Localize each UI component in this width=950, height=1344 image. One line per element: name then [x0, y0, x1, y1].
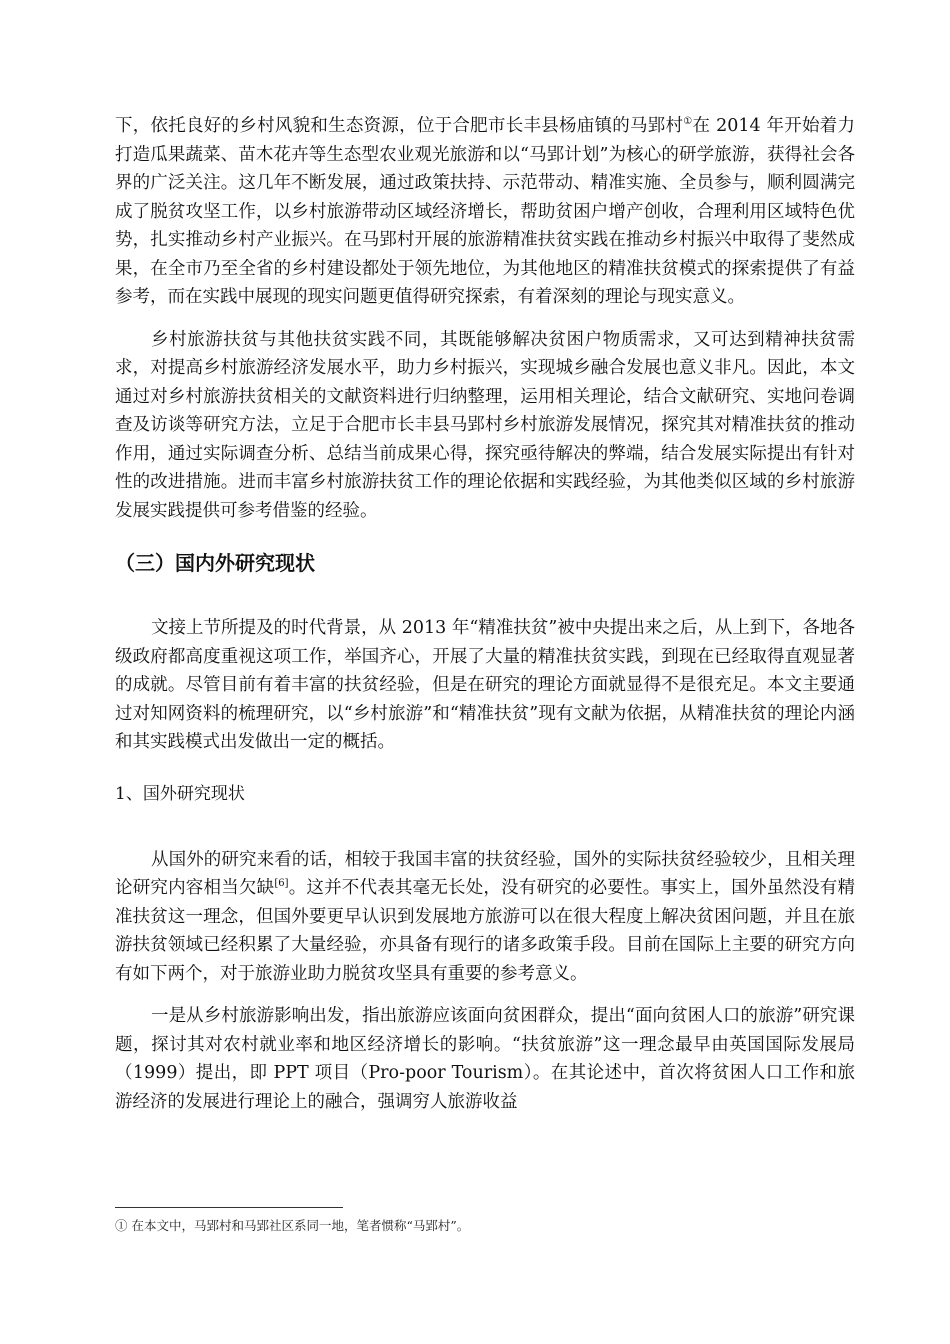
paragraph-1-text-b: 在 2014 年开始着力打造瓜果蔬菜、苗木花卉等生态型农业观光旅游和以“马郢计划”为核心的研学旅游，获得社会各界的广泛关注。这几年不断发展，通过政策扶持、示范带动、精准实施、全员参与，顺利圆满完成了脱贫攻坚工作，以乡村旅游带动区域经济增长，帮助贫困户增产创收，合理利用区域特色优势，扎实推动乡村产业振兴。在马郢村开展的旅游精准扶贫实践在推动乡村振兴中取得了斐然成果，在全市乃至全省的乡村建设都处于领先地位，为其他地区的精准扶贫模式的探索提供了有益参考，而在实践中展现的现实问题更值得研究探索，有着深刻的理论与现实意义。 [115, 116, 856, 307]
section-heading: （三）国内外研究现状 [115, 551, 315, 575]
paragraph-4 [115, 846, 855, 989]
citation-ref-6: [6] [274, 878, 289, 890]
footnote-divider [115, 1207, 343, 1208]
paragraph-2: 乡村旅游扶贫与其他扶贫实践不同，其既能够解决贫困户物质需求，又可达到精神扶贫需求，对提高乡村旅游经济发展水平，助力乡村振兴，实现城乡融合发展也意义非凡。因此，本文通过对乡村旅游扶贫相关的文献资料进行归纳整理，运用相关理论，结合文献研究、实地问卷调查及访谈等研究方法，立足于合肥市长丰县马郢村乡村旅游发展情况，探究其对精准扶贫的推动作用，通过实际调查分析、总结当前成果心得，探究亟待解决的弊端，结合发展实际提出有针对性的改进措施。进而丰富乡村旅游扶贫工作的理论依据和实践经验，为其他类似区域的乡村旅游发展实践提供可参考借鉴的经验。 [115, 329, 855, 521]
footnote-mark: ① [115, 1218, 128, 1233]
paragraph-4-text-b: 。这并不代表其毫无长处，没有研究的必要性。事实上，国外虽然没有精准扶贫这一理念，但国外要更早认识到发展地方旅游可以在很大程度上解决贫困问题，并且在旅游扶贫领域已经积累了大量经验，亦具备有现行的诸多政策手段。目前在国际上主要的研究方向有如下两个，对于旅游业助力脱贫攻坚具有重要的参考意义。 [115, 878, 855, 984]
footnote-ref-1: ① [683, 116, 693, 128]
paragraph-4-text-a: 从国外的研究来看的话，相较于我国丰富的扶贫经验，国外的实际扶贫经验较少，且相关理论研究内容相当欠缺 [115, 849, 855, 898]
paragraph-1 [115, 112, 855, 312]
body-text [115, 112, 855, 1116]
paragraph-3: 文接上节所提及的时代背景，从 2013 年“精准扶贫”被中央提出来之后，从上到下，各地各级政府都高度重视这项工作，举国齐心，开展了大量的精准扶贫实践，到现在已经取得直观显著的成就。尽管目前有着丰富的扶贫经验，但是在研究的理论方面就显得不是很充足。本文主要通过对知网资料的梳理研究，以“乡村旅游”和“精准扶贫”现有文献为依据，从精准扶贫的理论内涵和其实践模式出发做出一定的概括。 [115, 618, 855, 752]
footnote [115, 1216, 469, 1234]
paragraph-5: 一是从乡村旅游影响出发，指出旅游应该面向贫困群众，提出“面向贫困人口的旅游”研究课题，探讨其对农村就业率和地区经济增长的影响。“扶贫旅游”这一理念最早由英国国际发展局（1999）提出，即 PPT 项目（Pro-poor Tourism）。在其论述中，首次将贫困人口工作和旅游经济的发展进行理论上的融合，强调穷人旅游收益 [115, 1006, 855, 1112]
paragraph-1-text-a: 下，依托良好的乡村风貌和生态资源，位于合肥市长丰县杨庙镇的马郢村 [115, 116, 684, 136]
footnote-text: 在本文中，马郢村和马郢社区系同一地，笔者惯称“马郢村”。 [127, 1218, 470, 1233]
subsection-heading: 1、国外研究现状 [115, 783, 245, 804]
